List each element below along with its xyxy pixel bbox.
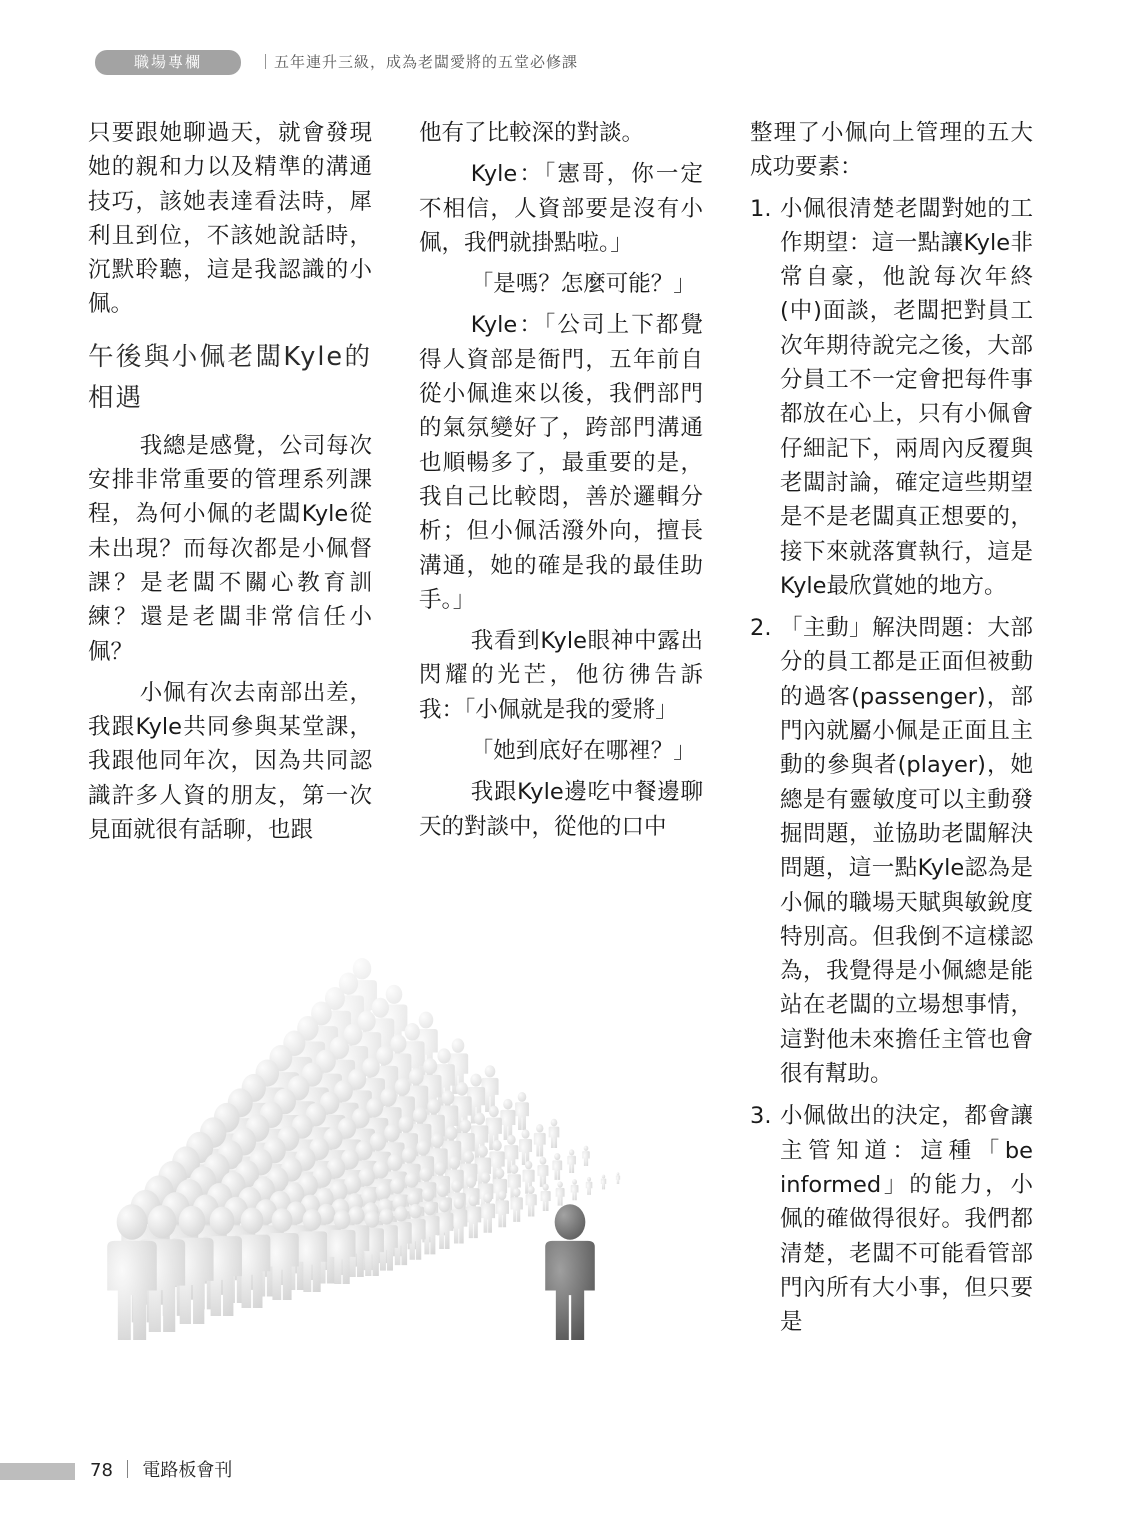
page-number: 78	[90, 1460, 113, 1481]
publication-name: 電路板會刊	[142, 1460, 233, 1481]
paragraph: Kyle：「憲哥，你一定不相信，人資部要是沒有小佩，我們就掛點啦。」	[419, 161, 703, 256]
crowd-illustration	[92, 900, 712, 1360]
list-number: 2.	[750, 615, 772, 642]
section-heading: 午後與小佩老闆Kyle的相遇	[88, 341, 372, 413]
article-title: ｜五年連升三級，成為老闆愛將的五堂必修課	[258, 53, 579, 71]
list-number: 1.	[750, 195, 772, 222]
paragraph: 只要跟她聊過天，就會發現她的親和力以及精準的溝通技巧，該她表達看法時，犀利且到位，不該她說話時，沉默聆聽，這是我認識的小佩。	[88, 120, 372, 318]
paragraph: 我跟Kyle邊吃中餐邊聊天的對談中，從他的口中	[419, 779, 703, 840]
list-item	[750, 1099, 1033, 1339]
paragraph: 我看到Kyle眼神中露出閃耀的光芒，他彷彿告訴我：「小佩就是我的愛將」	[419, 628, 703, 723]
column-3	[750, 116, 1033, 1339]
paragraph: 整理了小佩向上管理的五大成功要素：	[750, 120, 1033, 181]
paragraph: 「是嗎？怎麼可能？」	[470, 271, 696, 298]
paragraph: 「她到底好在哪裡？」	[470, 738, 696, 765]
paragraph: 我總是感覺，公司每次安排非常重要的管理系列課程，為何小佩的老闆Kyle從未出現？而每次都是小佩督課？是老闆不關心教育訓練？還是老闆非常信任小佩？	[88, 432, 372, 665]
list-item	[750, 192, 1033, 604]
list-text: 小佩做出的決定，都會讓主管知道：這種「be informed」的能力，小佩的確做得很好。我們都清楚，老闆不可能看管部門內所有大小事，但只要是	[780, 1103, 1033, 1336]
success-factors-list	[750, 192, 1033, 1340]
footer-bar	[0, 1463, 75, 1480]
crowd-people-icon	[92, 900, 712, 1360]
paragraph: 小佩有次去南部出差，我跟Kyle共同參與某堂課，我跟他同年次，因為共同認識許多人資的朋友，第一次見面就很有話聊，也跟	[88, 679, 372, 844]
list-text: 「主動」解決問題：大部分的員工都是正面但被動的過客(passenger)，部門內就屬小佩是正面且主動的參與者(player)，她總是有靈敏度可以主動發掘問題，並協助老闆解決問題，這一點Kyle認為是小佩的職場天賦與敏銳度特別高。但我倒不這樣認為，我覺得是小佩總是能站在老闆的立場想事情，這對他未來擔任主管也會很有幫助。	[780, 615, 1033, 1088]
list-text: 小佩很清楚老闆對她的工作期望：這一點讓Kyle非常自豪，他說每次年終(中)面談，老闆把對員工次年期待說完之後，大部分員工不一定會把每件事都放在心上，只有小佩會仔細記下，兩周內反覆與老闆討論，確定這些期望是不是老闆真正想要的，接下來就落實執行，這是Kyle最欣賞她的地方。	[780, 195, 1033, 599]
column-2	[419, 116, 703, 844]
list-item	[750, 611, 1033, 1091]
column-1	[88, 116, 372, 847]
paragraph: 他有了比較深的對談。	[419, 120, 645, 146]
section-tab: 職場專欄	[95, 50, 241, 75]
paragraph: Kyle：「公司上下都覺得人資部是衙門，五年前自從小佩進來以後，我們部門的氣氛變好了，跨部門溝通也順暢多了，最重要的是，我自己比較悶，善於邏輯分析；但小佩活潑外向，擅長溝通，她的確是我的最佳助手。」	[419, 312, 703, 613]
list-number: 3.	[750, 1103, 772, 1130]
footer	[90, 1459, 232, 1483]
footer-separator: ｜	[118, 1460, 137, 1481]
